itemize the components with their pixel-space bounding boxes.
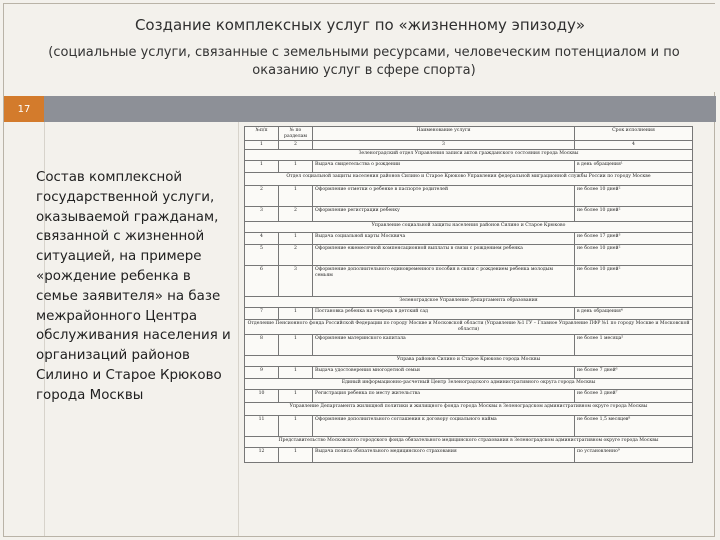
section-row <box>245 355 693 366</box>
service-term: в день обращения⁴ <box>575 308 693 320</box>
section-row <box>245 402 693 415</box>
service-name: Оформление ежемесячной компенсационной выплаты в связи с рождением ребенка <box>313 245 575 266</box>
table-row <box>245 233 693 245</box>
header-cell: №п/п <box>245 127 279 141</box>
service-name: Постановка ребенка на очередь в детский сад <box>313 308 575 320</box>
row-number: 9 <box>245 366 279 378</box>
section-number: 1 <box>279 366 313 378</box>
section-number: 1 <box>279 233 313 245</box>
row-number: 11 <box>245 415 279 436</box>
header-cell: № по разделам <box>279 127 313 141</box>
section-row <box>245 173 693 186</box>
service-term: не более 3 дней⁷ <box>575 389 693 402</box>
section-title: Управление Департамента жилищной политики и жилищного фонда города Москвы в Зеленоградском административном округе города Москвы <box>245 402 693 415</box>
section-row <box>245 150 693 161</box>
service-name: Выдача удостоверения многодетной семьи <box>313 366 575 378</box>
service-term: по установленно⁹ <box>575 447 693 462</box>
content-divider-line <box>238 122 239 536</box>
service-name: Оформление регистрации ребенку <box>313 207 575 222</box>
row-number: 10 <box>245 389 279 402</box>
service-term: не более 10 дней² <box>575 266 693 297</box>
section-row <box>245 320 693 334</box>
section-row <box>245 378 693 389</box>
table-row <box>245 415 693 436</box>
row-number: 3 <box>245 207 279 222</box>
section-title: Единый информационно-расчетный Центр Зеленоградского административного округа города Москвы <box>245 378 693 389</box>
service-term: не более 10 дней² <box>575 245 693 266</box>
service-term: не более 7 дней⁶ <box>575 366 693 378</box>
service-term: не более 17 дней³ <box>575 233 693 245</box>
section-number: 1 <box>279 447 313 462</box>
section-row <box>245 222 693 233</box>
table-row <box>245 161 693 173</box>
row-number: 1 <box>245 161 279 173</box>
slide-subtitle: (социальные услуги, связанные с земельными ресурсами, человеческим потенциалом и по оказанию услуг в сфере спорта) <box>48 45 680 78</box>
section-number: 1 <box>279 308 313 320</box>
row-number: 2 <box>245 186 279 207</box>
section-title: Отделение Пенсионного фонда Российской Федерации по городу Москве и Московской области (Управление №1 ГУ – Главное Управление ПФР №1 по городу Москве и Московской области) <box>245 320 693 334</box>
table-row <box>245 207 693 222</box>
section-title: Управление социальной защиты населения районов Силино и Старое Крюково <box>245 222 693 233</box>
table-row <box>245 389 693 402</box>
row-number: 7 <box>245 308 279 320</box>
row-number: 8 <box>245 334 279 355</box>
section-number: 2 <box>279 245 313 266</box>
row-number: 5 <box>245 245 279 266</box>
column-number: 3 <box>313 141 575 150</box>
section-number: 1 <box>279 161 313 173</box>
section-number: 1 <box>279 186 313 207</box>
header-divider-bar <box>4 96 716 122</box>
service-term: не более 1 месяца⁵ <box>575 334 693 355</box>
column-number: 4 <box>575 141 693 150</box>
table-row <box>245 266 693 297</box>
table-header-row <box>245 127 693 141</box>
section-number: 2 <box>279 207 313 222</box>
service-name: Выдача полиса обязательного медицинского страхования <box>313 447 575 462</box>
service-description: Состав комплексной государственной услуги, оказываемой гражданам, связанной с жизненной ситуацией, на примере «рождение ребенка в семье заявителя» на базе межрайонного Центра обслуживания населения и организаций районов Силино и Старое Крюково города Москвы <box>36 170 231 403</box>
service-name: Оформление отметки о ребенке в паспорте родителей <box>313 186 575 207</box>
section-row <box>245 297 693 308</box>
slide-number: 17 <box>4 96 44 122</box>
service-name: Оформление материнского капитала <box>313 334 575 355</box>
row-number: 6 <box>245 266 279 297</box>
row-number: 4 <box>245 233 279 245</box>
table-row <box>245 334 693 355</box>
row-number: 12 <box>245 447 279 462</box>
header-cell: Наименование услуги <box>313 127 575 141</box>
service-term: в день обращения¹ <box>575 161 693 173</box>
section-title: Зеленоградский отдел Управления записи актов гражданского состояния города Москвы <box>245 150 693 161</box>
section-title: Зеленоградское Управление Департамента образования <box>245 297 693 308</box>
slide-header <box>4 4 716 92</box>
section-number: 3 <box>279 266 313 297</box>
service-name: Регистрация ребенка по месту жительства <box>313 389 575 402</box>
column-number-row <box>245 141 693 150</box>
section-title: Представительство Московского городского фонда обязательного медицинского страхования в Зеленоградском административном округе города Москвы <box>245 436 693 447</box>
section-number: 1 <box>279 389 313 402</box>
section-row <box>245 436 693 447</box>
service-name: Выдача свидетельства о рождении <box>313 161 575 173</box>
header-cell: Срок исполнения <box>575 127 693 141</box>
table-row <box>245 186 693 207</box>
slide-title: Создание комплексных услуг по «жизненному эпизоду» <box>134 16 586 34</box>
section-title: Управа районов Силино и Старое Крюково города Москвы <box>245 355 693 366</box>
service-name: Оформление дополнительного соглашения к договору социального найма <box>313 415 575 436</box>
service-term: не более 10 дней² <box>575 186 693 207</box>
table-row <box>245 447 693 462</box>
service-term: не более 1,5 месяцев⁸ <box>575 415 693 436</box>
column-number: 2 <box>279 141 313 150</box>
column-number: 1 <box>245 141 279 150</box>
table-row <box>245 245 693 266</box>
section-number: 1 <box>279 334 313 355</box>
section-title: Отдел социальной защиты населения районов Силино и Старое Крюково Управления федеральной миграционной службы России по городу Москве <box>245 173 693 186</box>
section-number: 1 <box>279 415 313 436</box>
table-row <box>245 366 693 378</box>
service-name: Выдача социальной карты Москвича <box>313 233 575 245</box>
table-row <box>245 308 693 320</box>
service-term: не более 10 дней² <box>575 207 693 222</box>
services-table <box>244 126 693 463</box>
service-name: Оформление дополнительного единовременного пособия в связи с рождением ребенка молодым семьям <box>313 266 575 297</box>
